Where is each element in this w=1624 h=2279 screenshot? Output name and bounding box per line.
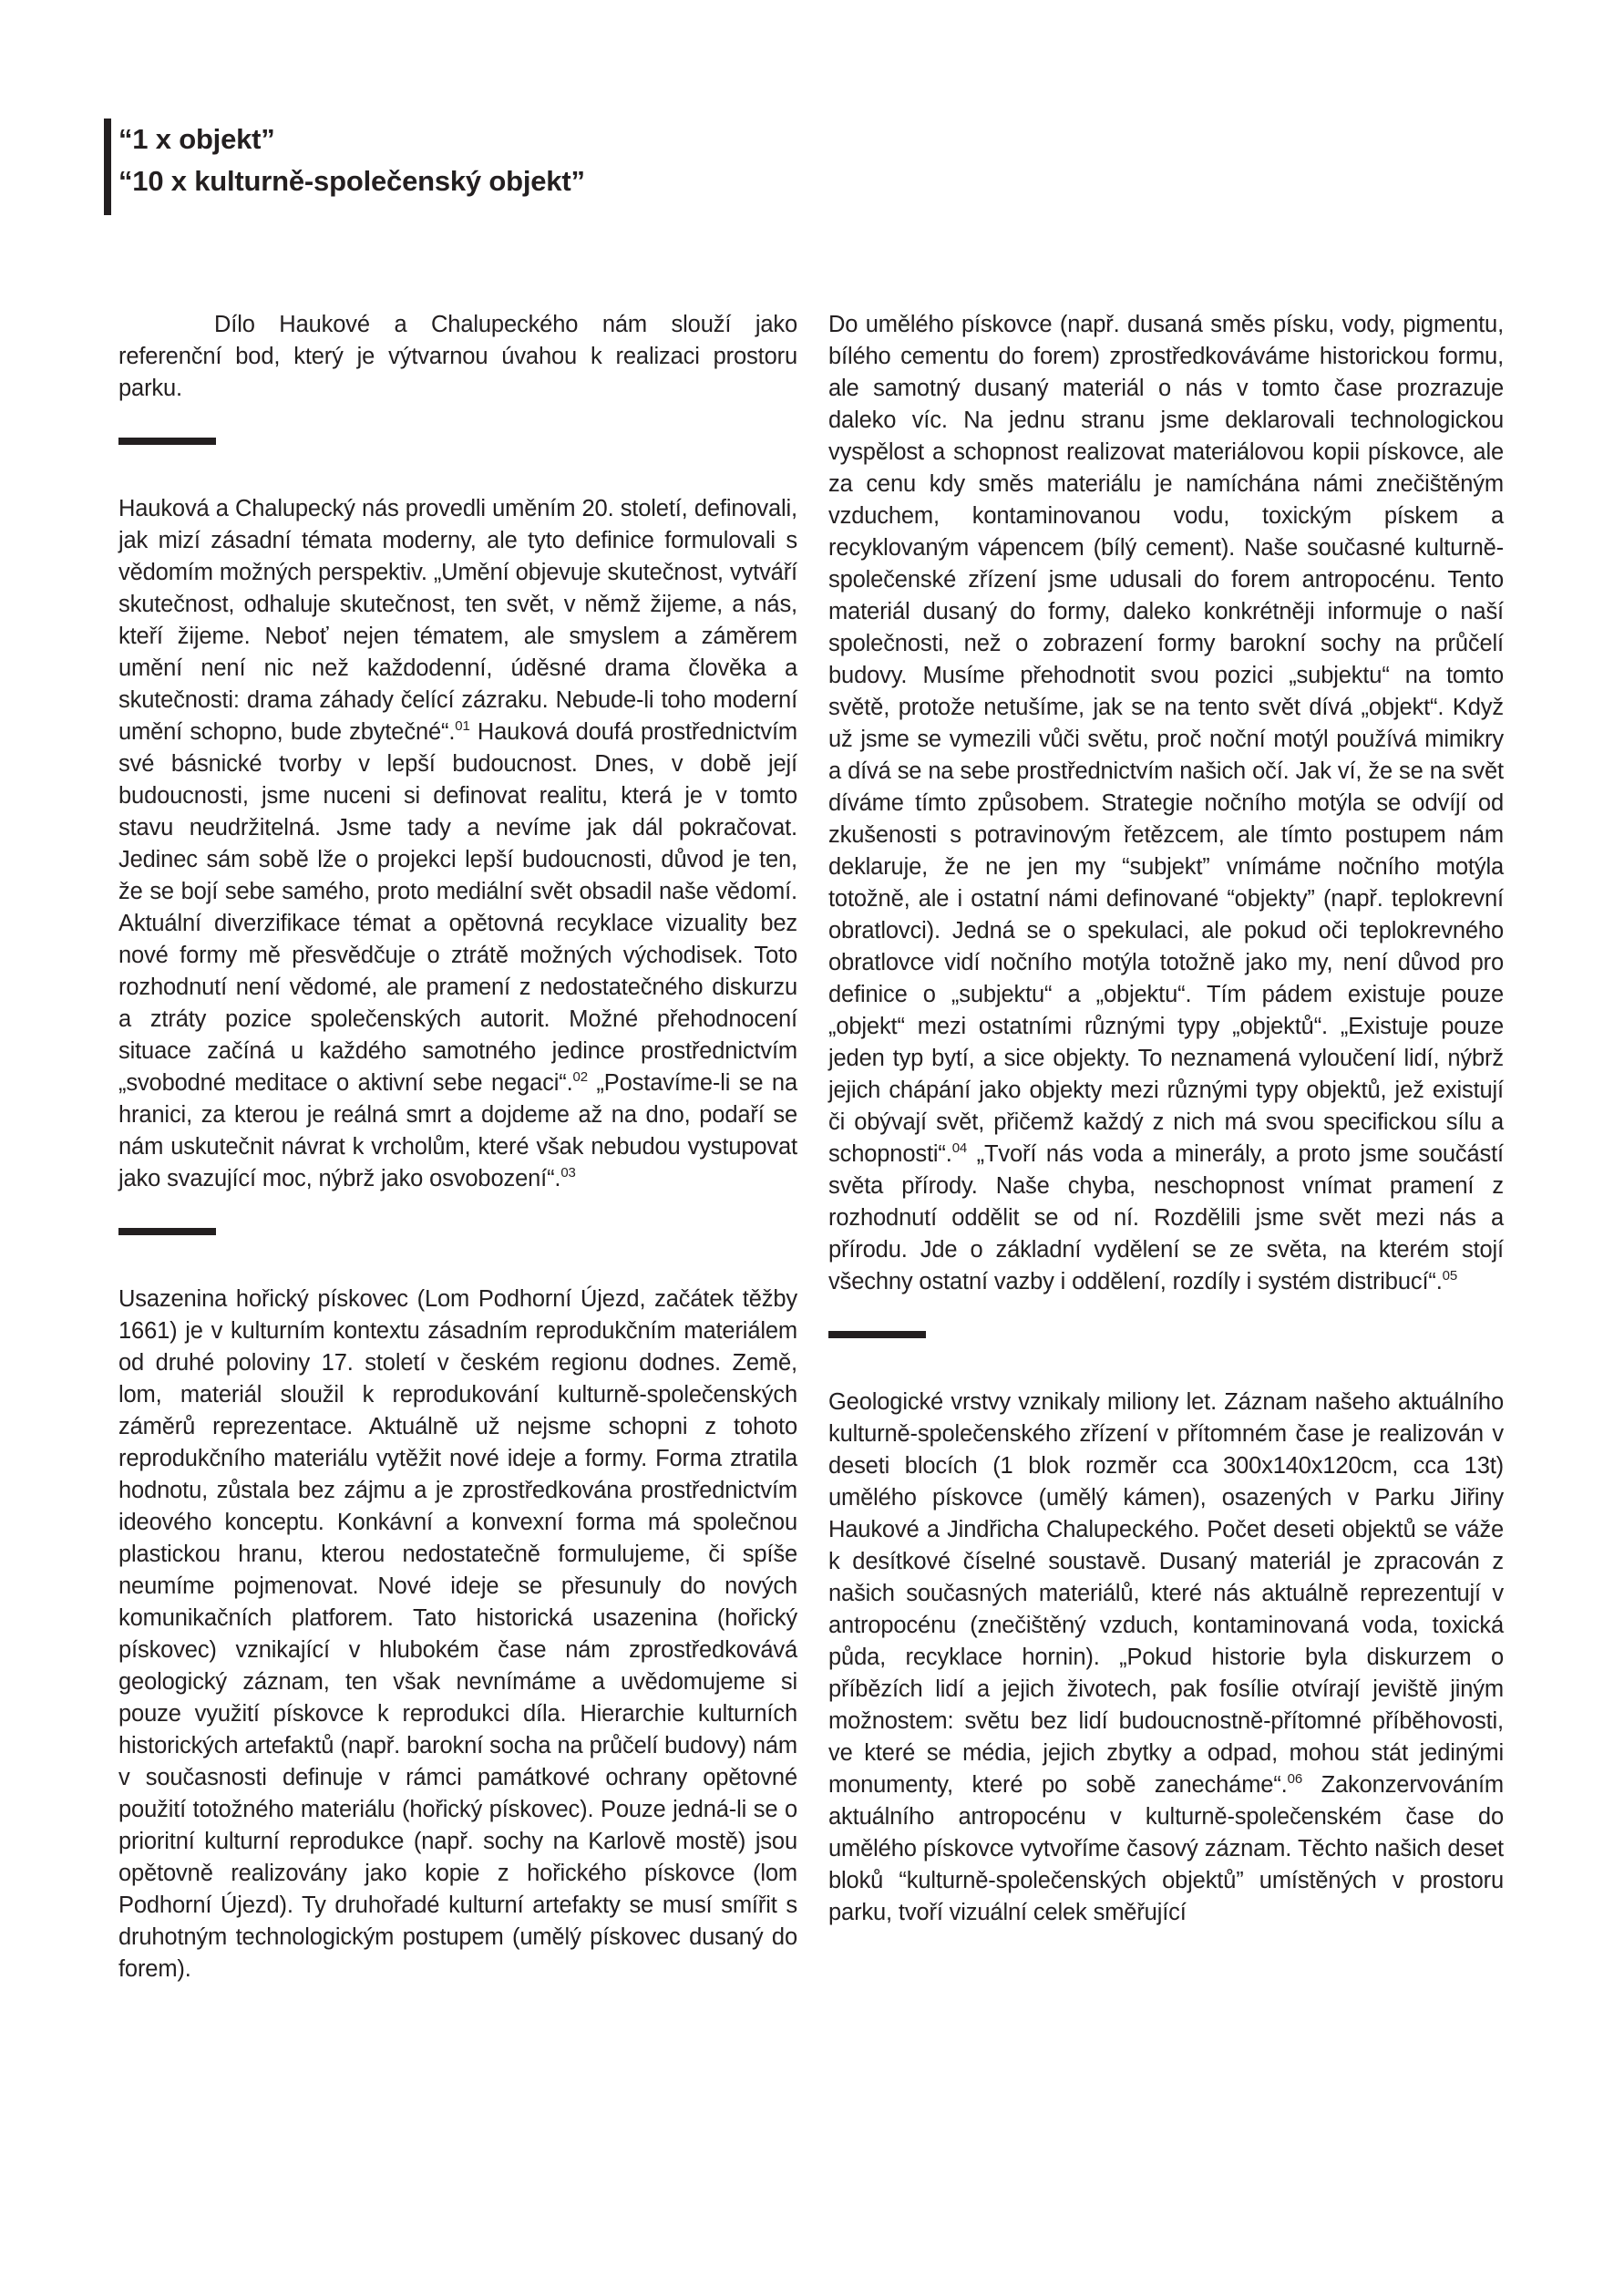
paragraph-text: Do umělého pískovce (např. dusaná směs písku, vody, pigmentu, bílého cementu do forem) zprostředkováváme historickou formu, ale samotný dusaný materiál o nás v tomto čase prozrazuje daleko víc. Na jednu stranu jsme deklarovali technologickou vyspělost a schopnost realizovat materiálovou kopii pískovce, ale za cenu kdy směs materiálu je namíchána námi znečištěným vzduchem, kontaminovanou vodu, toxickým pískem a recyklovaným vápencem (bílý cement). Naše současné kulturně-společenské zřízení jsme udusali do forem antropocénu. Tento materiál dusaný do formy, daleko konkrétněji informuje o naší společnosti, než o zobrazení formy barokní sochy na průčelí budovy. Musíme přehodnotit svou pozici „subjektu“ na tomto světě, protože netušíme, jak se na tento svět dívá „objekt“. Když už jsme se vymezili vůči světu, proč noční motýl používá mimikry a dívá se na sebe prostřednictvím našich očí. Jak ví, že se na svět díváme tímto způsobem. Strategie nočního motýla se odvíjí od zkušenosti s potravinovým řetězcem, ale tímto postupem nám deklaruje, že ne jen my “subjekt” vnímáme nočního motýla totožně, ale i ostatní námi definované “objekty” (např. teplokrevní obratlovci). Jedná se o spekulaci, ale pokud oči teplokrevného obratlovce vidí nočního motýla totožně jako my, není důvod pro definice o „subjektu“ a „objektu“. Tím pádem existuje pouze „objekt“ mezi ostatními různými typy „objektů“. „Existuje pouze jeden typ bytí, a sice objekty. To neznamená vyloučení lidí, nýbrž jejich chápání jako objekty mezi různými typy objektů, jež existují či obývají svět, přičemž každý z nich má svou specifickou sílu a schopnosti“. xyxy=(828,312,1504,1167)
page-title: “1 x objekt” xyxy=(118,123,275,155)
paragraph-haukova-chalupecky xyxy=(118,493,797,1195)
paragraph-geologicke-vrstvy xyxy=(828,1387,1504,1929)
section-divider xyxy=(118,438,216,445)
section-divider xyxy=(118,1228,216,1235)
paragraph-text: Zakonzervováním aktuálního antropocénu v kulturně-společenském čase do umělého pískovce vytvoříme časový záznam. Těchto našich deset bloků “kulturně-společenských objektů” umístěných v prostoru parku, tvoří vizuální celek směřující xyxy=(828,1772,1504,1925)
paragraph-text: Geologické vrstvy vznikaly miliony let. Záznam našeho aktuálního kulturně-společenského zřízení v přítomném čase je realizován v deseti blocích (1 blok rozměr cca 300x140x120cm, cca 13t) umělého pískovce (umělý kámen), osazených v Parku Jiřiny Haukové a Jindřicha Chalupeckého. Počet deseti objektů se váže k desítkové číselné soustavě. Dusaný materiál je zpracován z našich současných materiálů, které nás aktuálně reprezentují v antropocénu (znečištěný vzduch, kontaminovaná voda, toxická půda, recyklace hornin). „Pokud historie byla diskurzem o příbězích lidí a jejich životech, pak fosílie otvírají jeviště jiným možnostem: světu bez lidí budoucnostně-přítomné příběhovosti, ve které se média, jejich zbytky a odpad, mohou stát jedinými monumenty, které po sobě zanecháme“. xyxy=(828,1389,1504,1798)
footnote-ref-06: 06 xyxy=(1287,1771,1303,1787)
footnote-ref-01: 01 xyxy=(455,718,470,734)
footnote-ref-03: 03 xyxy=(560,1165,576,1181)
paragraph-text: Hauková doufá prostřednictvím své básnické tvorby v lepší budoucnost. Dnes, v době její budoucnosti, jsme nuceni si definovat realitu, která je v tomto stavu neudržitelná. Jsme tady a nevíme jak dál pokračovat. Jedinec sám sobě lže o projekci lepší budoucnosti, důvod je ten, že se bojí sebe samého, proto mediální svět obsadil naše vědomí. Aktuální diverzifikace témat a opětovná recyklace vizuality bez nové formy mě přesvědčuje o ztrátě možných východisek. Toto rozhodnutí není vědomé, ale pramení z nedostatečného diskurzu a ztráty pozice společenských autorit. Možné přehodnocení situace začíná u každého samotného jedince prostřednictvím „svobodné meditace o aktivní sebe negaci“. xyxy=(118,719,797,1096)
footnote-ref-04: 04 xyxy=(951,1140,968,1156)
intro-paragraph: Dílo Haukové a Chalupeckého nám slouží jako referenční bod, který je výtvarnou úvahou k realizaci prostoru parku. xyxy=(118,312,797,401)
section-divider xyxy=(828,1331,926,1338)
page-subtitle: “10 x kulturně-společenský objekt” xyxy=(118,165,585,197)
left-column xyxy=(118,309,797,1985)
page-title-block xyxy=(104,119,585,215)
footnote-ref-02: 02 xyxy=(572,1069,588,1085)
paragraph-text: „Tvoří nás voda a minerály, a proto jsme součástí světa přírody. Naše chyba, neschopnost vnímat pramení z rozhodnutí oddělit se od ní. Rozdělili jsme svět mezi nás a přírodu. Jde o základní vydělení se ze světa, na kterém stojí všechny ostatní vazby i oddělení, rozdíly i systém distribucí“. xyxy=(828,1141,1504,1294)
paragraph-usazenina: Usazenina hořický pískovec (Lom Podhorní Újezd, začátek těžby 1661) je v kulturním kontextu zásadním reprodukčním materiálem od druhé poloviny 17. století v českém regionu dodnes. Země, lom, materiál sloužil k reprodukování kulturně-společenských záměrů reprezentace. Aktuálně už nejsme schopni z tohoto reprodukčního materiálu vytěžit nové ideje a formy. Forma ztratila hodnotu, zůstala bez zájmu a je zprostředkována prostřednictvím ideového konceptu. Konkávní a konvexní forma má společnou plastickou hranu, kterou nedostatečně formulujeme, či spíše neumíme pojmenovat. Nové ideje se přesunuly do nových komunikačních platforem. Tato historická usazenina (hořický pískovec) vznikající v hlubokém čase nám zprostředkovává geologický záznam, ten však nevnímáme a uvědomujeme si pouze využití pískovce k reprodukci díla. Hierarchie kulturních historických artefaktů (např. barokní socha na průčelí budovy) nám v současnosti definuje v rámci památkové ochrany opětovné použití totožného materiálu (hořický pískovec). Pouze jedná-li se o prioritní kulturní reprodukce (např. sochy na Karlově mostě) jsou opětovně realizovány jako kopie z hořického pískovce (lom Podhorní Újezd). Ty druhořadé kulturní artefakty se musí smířit s druhotným technologickým postupem (umělý pískovec dusaný do forem). xyxy=(118,1286,797,1982)
title-accent-bar xyxy=(104,119,111,215)
paragraph-text: „Postavíme-li se na hranici, za kterou je reálná smrt a dojdeme až na dno, podaří se nám uskutečnit návrat k vrcholům, které však nebudou vystupovat jako svazující moc, nýbrž jako osvobození“. xyxy=(118,1070,797,1191)
footnote-ref-05: 05 xyxy=(1442,1268,1458,1284)
paragraph-umely-piskovec xyxy=(828,309,1504,1298)
paragraph-text: Hauková a Chalupecký nás provedli uměním 20. století, definovali, jak mizí zásadní témata moderny, ale tyto definice formulovali s vědomím možných perspektiv. „Umění objevuje skutečnost, vytváří skutečnost, odhaluje skutečnost, ten svět, v němž žijeme, a nás, kteří žijeme. Neboť nejen tématem, ale smyslem a záměrem umění není nic než každodenní, úděsné drama člověka a skutečnosti: drama záhady čelící zázraku. Nebude-li toho moderní umění schopno, bude zbytečné“. xyxy=(118,496,797,745)
right-column xyxy=(828,309,1504,1929)
